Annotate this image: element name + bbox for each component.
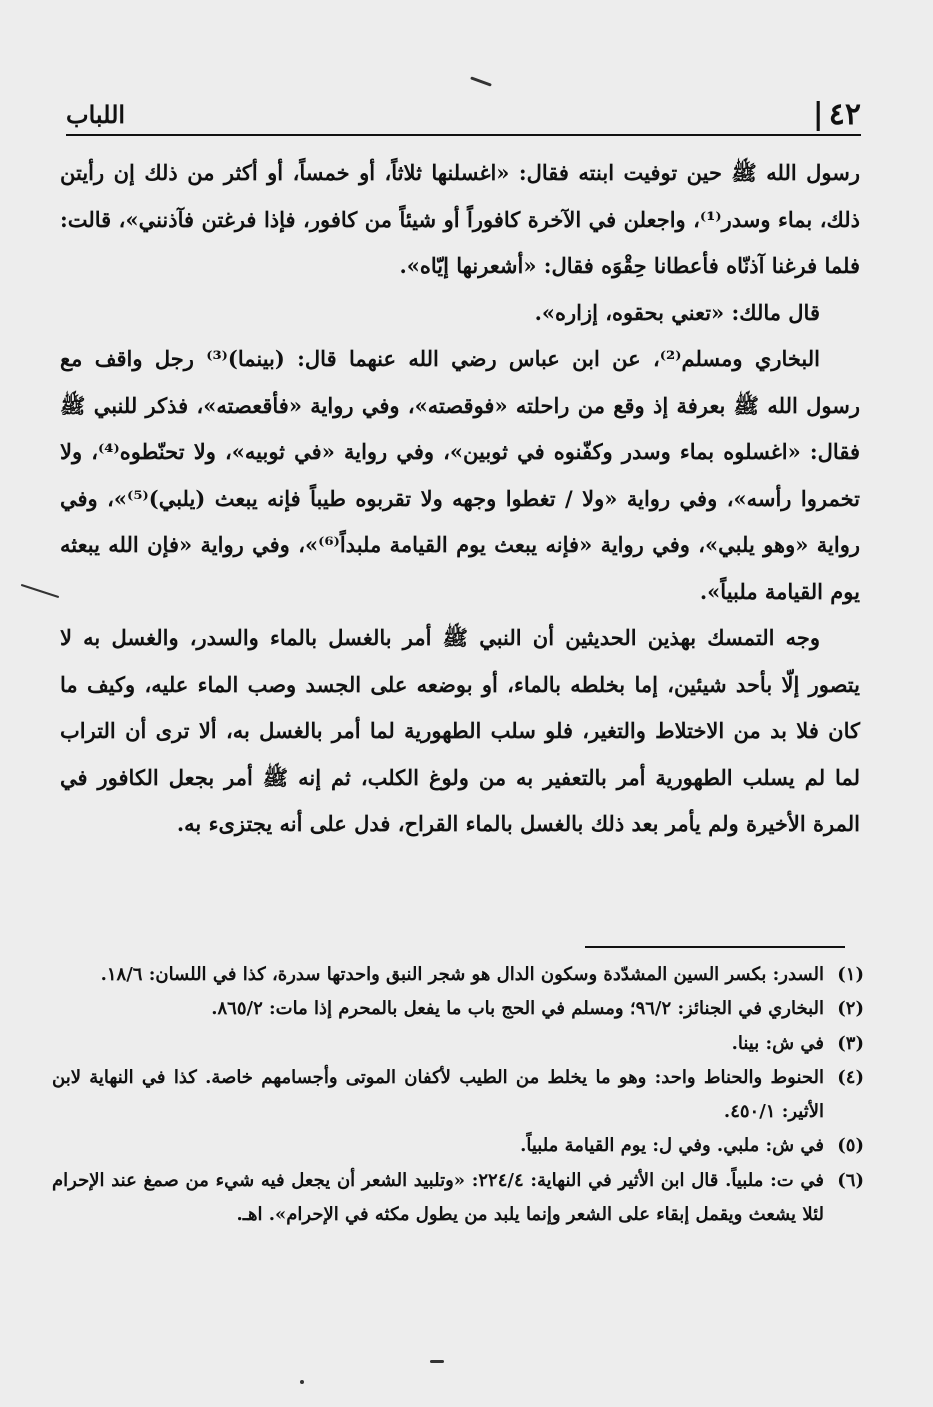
main-text [60, 150, 860, 848]
footnotes [52, 958, 864, 1232]
footnote-number: (٥) [837, 1135, 864, 1157]
header-separator: | [812, 96, 824, 132]
footnote-6 [52, 1164, 864, 1233]
paragraph-1: رسول الله ﷺ حين توفيت ابنته فقال: «اغسلنها ثلاثاً، أو خمساً، أو أكثر من ذلك إن رأيتن ذلك، بماء وسدر⁽¹⁾، واجعلن في الآخرة كافوراً أو شيئاً من كافور، فإذا فرغتن فآذنني»، قالت: فلما فرغنا آذنّاه فأعطانا حِقْوَه فقال: «أشعرنها إيّاه». [60, 160, 860, 278]
paragraph-3: البخاري ومسلم⁽²⁾، عن ابن عباس رضي الله عنهما قال: (بينما)⁽³⁾ رجل واقف مع رسول الله ﷺ بعرفة إذ وقع من راحلته «فوقصته»، وفي رواية «فأقعصته»، فذكر للنبي ﷺ فقال: «اغسلوه بماء وسدر وكفّنوه في ثوبين»، وفي رواية «في ثوبيه»، ولا تحنّطوه⁽⁴⁾، ولا تخمروا رأسه»، وفي رواية «ولا / تغطوا وجهه ولا تقربوه طيباً فإنه يبعث (يلبي)⁽⁵⁾»، وفي رواية «وهو يلبي»، وفي رواية «فإنه يبعث يوم القيامة ملبداً⁽⁶⁾»، وفي رواية «فإن الله يبعثه يوم القيامة ملبياً». [60, 346, 861, 604]
footnote-text: الحنوط والحناط واحد: وهو ما يخلط من الطيب لأكفان الموتى وأجسامهم خاصة. كذا في النهاية لابن الأثير: ٤٥٠/١. [52, 1066, 824, 1123]
footnote-3 [52, 1027, 864, 1061]
footnote-text: في ت: ملبياً. قال ابن الأثير في النهاية: ٢٢٤/٤: «وتلبيد الشعر أن يجعل فيه شيء من صمغ عند الإحرام لئلا يشعث ويقمل إبقاء على الشعر وإنما يلبد من يطول مكثه في الإحرام». اهـ. [52, 1169, 824, 1226]
page-number-group [813, 97, 861, 132]
footnote-text: البخاري في الجنائز: ٩٦/٢؛ ومسلم في الحج باب ما يفعل بالمحرم إذا مات: ٨٦٥/٢. [211, 998, 824, 1020]
footnote-number: (٦) [837, 1169, 864, 1191]
footnote-number: (٤) [837, 1066, 864, 1088]
paragraph-4: وجه التمسك بهذين الحديثين أن النبي ﷺ أمر بالغسل بالماء والسدر، والغسل به لا يتصور إلّا بأحد شيئين، إما بخلطه بالماء، أو بوضعه على الجسد وصب الماء عليه، وكيف ما كان فلا بد من الاختلاط والتغير، فلو سلب الطهورية لما أمر بالغسل به، ألا ترى أن التراب لما لم يسلب الطهورية أمر بالتعفير به من ولوغ الكلب، ثم إنه ﷺ أمر بجعل الكافور في المرة الأخيرة ولم يأمر بعد ذلك بالغسل بالماء القراح، فدل على أنه يجتزىء به. [60, 625, 860, 836]
running-title: اللباب [66, 99, 126, 129]
header-rule [66, 134, 861, 136]
page-header [66, 96, 861, 132]
paragraph-2: قال مالك: «تعني بحقوه، إزاره». [534, 299, 820, 325]
scan-speck [470, 76, 492, 86]
scan-speck [430, 1360, 444, 1363]
footnote-text: في ش: ملبي. وفي ل: يوم القيامة ملبياً. [520, 1135, 824, 1157]
scan-speck [21, 584, 60, 598]
footnote-text: في ش: بينا. [731, 1032, 824, 1054]
footnote-5 [52, 1129, 864, 1163]
footnote-4 [52, 1061, 864, 1130]
scan-speck [300, 1380, 304, 1384]
footnote-number: (٣) [837, 1032, 864, 1054]
footnote-number: (٢) [837, 998, 864, 1020]
footnote-2 [52, 992, 864, 1026]
footnote-text: السدر: بكسر السين المشدّدة وسكون الدال هو شجر النبق واحدتها سدرة، كذا في اللسان: ١٨/٦. [100, 964, 824, 985]
footnote-number: (١) [837, 964, 864, 985]
footnote-1 [52, 958, 864, 992]
page-number: ٤٢ [828, 96, 861, 132]
footnote-rule [585, 946, 845, 948]
